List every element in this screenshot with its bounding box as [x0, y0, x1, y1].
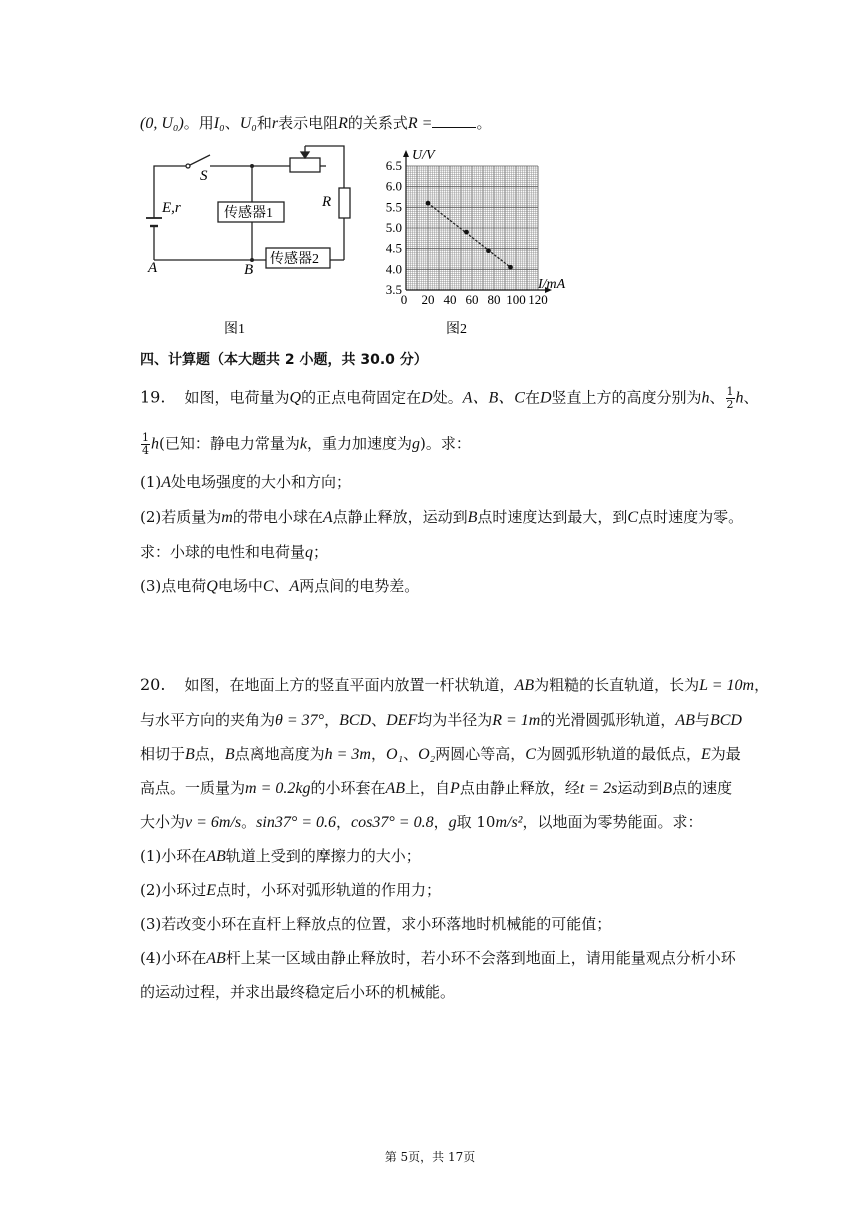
- symbol: g: [411, 435, 420, 453]
- text-segment: 点，: [194, 745, 225, 763]
- text-segment: 、: [224, 114, 240, 132]
- text-segment: ，重力加速度为: [306, 434, 412, 453]
- symbol: C、A: [262, 578, 300, 595]
- text-segment: 。: [241, 813, 257, 831]
- symbol: AB: [514, 677, 535, 694]
- sensor-1-label: 传感器1: [224, 206, 273, 221]
- x-tick-label: 0: [400, 292, 408, 307]
- text-segment: 与水平方向的夹角为: [140, 711, 276, 729]
- text-segment: 如图，电荷量为: [184, 388, 290, 407]
- symbol: C: [627, 509, 639, 526]
- text-segment: 点由静止释放，经: [459, 779, 580, 797]
- symbol-r: r: [271, 115, 279, 132]
- q20-part-1: [140, 845, 421, 868]
- text-segment: 运动到: [617, 779, 663, 797]
- text-segment: 点静止释放，运动到: [332, 508, 468, 526]
- q19-part-2-cont: [140, 541, 328, 564]
- figure-1-caption: 图1: [224, 322, 245, 337]
- y-tick-label: 4.5: [385, 240, 402, 256]
- text-segment: ，: [754, 676, 770, 694]
- symbol: A: [322, 509, 333, 526]
- y-axis-label: U/V: [412, 148, 435, 163]
- y-tick-label: 3.5: [385, 282, 402, 297]
- text-segment: 如图，在地面上方的竖直平面内放置一杆状轨道，: [184, 676, 515, 694]
- text-segment: (1): [140, 473, 162, 491]
- q19-part-1: [140, 471, 351, 494]
- formula: m/s²: [495, 814, 523, 831]
- section-heading: 四、计算题（本大题共 2 小题，共 30.0 分）: [140, 352, 428, 368]
- q20-part-2: [140, 879, 441, 902]
- q20-part-4-cont: 的运动过程，并求出最终稳定后小环的机械能。: [140, 983, 456, 1001]
- symbol: g: [448, 814, 457, 831]
- fraction-half: [726, 386, 735, 411]
- q19-line-2: [140, 432, 471, 457]
- text-segment: ，以地面为零势能面。求：: [522, 813, 703, 831]
- text-segment: 的正点电荷固定在: [301, 388, 422, 407]
- u-i-chart: [376, 140, 586, 340]
- label-battery-Er: E,r: [162, 200, 181, 216]
- text-segment: 电场中: [217, 577, 263, 595]
- point-coordinate: (0, U₀): [140, 115, 184, 132]
- symbol: AB: [385, 780, 406, 797]
- sensor-2-label: 传感器2: [270, 252, 319, 267]
- label-switch-S: S: [200, 168, 208, 184]
- symbol: k: [299, 435, 307, 453]
- text-segment: ，: [433, 813, 449, 831]
- text-segment: 为最: [710, 745, 741, 763]
- data-point: [486, 248, 491, 253]
- text-segment: 轨道上受到的摩擦力的大小；: [225, 847, 421, 865]
- symbol: O₁: [385, 746, 404, 763]
- text-segment: 、: [371, 711, 387, 729]
- text-segment: 表示电阻: [278, 114, 339, 132]
- q19-line-1: [140, 386, 759, 411]
- text-segment: 点时速度达到最大，到: [477, 508, 628, 526]
- symbol: h: [701, 389, 710, 407]
- symbol: B: [662, 780, 673, 797]
- symbol: A: [161, 474, 172, 491]
- text-segment: 。用: [183, 114, 214, 132]
- symbol: E: [206, 882, 217, 899]
- text-segment: 高点。一质量为: [140, 779, 246, 797]
- fraction-denominator: 4: [142, 444, 149, 457]
- fraction-quarter: [141, 432, 150, 457]
- q19-part-2: [140, 506, 743, 529]
- text-segment: (4)小环在: [140, 949, 207, 967]
- y-tick-label: 4.0: [385, 261, 402, 277]
- formula: sin37° = 0.6: [256, 814, 337, 831]
- fraction-denominator: 2: [726, 398, 734, 411]
- text-segment: 的带电小球在: [232, 508, 323, 526]
- formula: R = 1m: [492, 712, 541, 729]
- symbol: h: [735, 389, 744, 407]
- text-segment: 、: [403, 745, 419, 763]
- symbol: C: [525, 746, 536, 763]
- symbol: B: [467, 509, 478, 526]
- question-number: 20.: [140, 675, 166, 694]
- symbol-I0: I₀: [213, 115, 225, 132]
- x-tick-label: 20: [421, 292, 435, 307]
- text-segment: (2)若质量为: [140, 508, 222, 526]
- y-tick-label: 5.5: [385, 199, 402, 215]
- y-tick-label: 6.5: [385, 158, 402, 173]
- text-segment: 相切于: [140, 745, 186, 763]
- q20-line-2: [140, 709, 742, 732]
- symbol: D: [539, 389, 552, 407]
- symbol: A、B、C: [462, 389, 525, 407]
- text-segment: 、: [709, 388, 725, 407]
- x-tick-label: 80: [487, 292, 501, 307]
- text-segment: 点离地高度为: [234, 745, 325, 763]
- text-segment: 处。: [432, 388, 463, 407]
- text-segment: 两点间的电势差。: [299, 577, 420, 595]
- fit-line: [428, 203, 511, 267]
- text-segment: 和: [256, 114, 272, 132]
- text-segment: 的光滑圆弧形轨道，: [540, 711, 676, 729]
- data-point: [508, 265, 513, 270]
- symbol: Q: [206, 578, 218, 595]
- symbol: O₂: [418, 746, 436, 763]
- symbol: BCD: [709, 712, 742, 729]
- text-segment: 的小环套在: [310, 779, 386, 797]
- text-segment: 竖直上方的高度分别为: [551, 388, 702, 407]
- text-segment: ，: [324, 711, 340, 729]
- formula: m = 0.2kg: [245, 780, 311, 797]
- answer-blank: [432, 113, 476, 128]
- y-tick-label: 6.0: [385, 178, 402, 194]
- x-axis-label: I/mA: [538, 277, 566, 292]
- symbol: B: [185, 746, 195, 763]
- symbol-U0: U₀: [239, 115, 257, 132]
- text-segment: 均为半径为: [417, 711, 493, 729]
- q20-part-3: (3)若改变小环在直杆上释放点的位置，求小环落地时机械能的可能值；: [140, 915, 612, 933]
- formula: h = 3m: [324, 746, 371, 763]
- fraction-numerator: 1: [726, 385, 734, 398]
- data-point: [426, 201, 431, 206]
- y-axis-arrow: [403, 150, 409, 157]
- text-segment: 与: [694, 711, 710, 729]
- q20-line-4: [140, 777, 732, 800]
- label-node-A: A: [148, 260, 158, 276]
- formula: L = 10m: [699, 677, 755, 694]
- q20-part-4: [140, 947, 736, 970]
- symbol: P: [450, 780, 460, 797]
- text-segment: 处电场强度的大小和方向；: [171, 473, 352, 491]
- text-segment: 的关系式: [347, 114, 408, 132]
- q19-part-3: [140, 575, 419, 598]
- text-segment: 在: [524, 388, 540, 407]
- text-segment: 为圆弧形轨道的最低点，: [535, 745, 701, 763]
- text-segment: 上，自: [405, 779, 451, 797]
- symbol: q: [305, 544, 314, 561]
- figure-2-caption: 图2: [446, 322, 467, 337]
- text-segment: (3)点电荷: [140, 577, 207, 595]
- q20-line-1: [140, 674, 769, 697]
- text-segment: (1)小环在: [140, 847, 207, 865]
- symbol-R: R: [338, 115, 348, 132]
- text-segment: 取 10: [456, 813, 496, 831]
- symbol: E: [700, 746, 711, 763]
- circuit-diagram: [140, 140, 365, 340]
- text-segment: 点的速度: [672, 779, 733, 797]
- page-footer: 第 5页，共 17页: [384, 1150, 476, 1164]
- q20-line-3: [140, 743, 741, 766]
- text-segment: )。求：: [419, 434, 471, 453]
- symbol: AB: [675, 712, 695, 729]
- text-segment: 为粗糙的长直轨道，长为: [534, 676, 700, 694]
- formula: v = 6m/s: [185, 814, 242, 831]
- text-segment: (已知：静电力常量为: [159, 434, 300, 453]
- symbol: B: [224, 746, 235, 763]
- x-tick-label: 60: [465, 292, 479, 307]
- x-tick-label: 100: [506, 292, 526, 307]
- formula-R: R =: [407, 115, 433, 132]
- symbol: D: [421, 389, 433, 407]
- label-node-B: B: [244, 262, 254, 278]
- label-resistor-R: R: [322, 194, 332, 210]
- symbol: Q: [289, 389, 302, 407]
- text-segment: 点时，小环对弧形轨道的作用力；: [216, 881, 442, 899]
- x-tick-label: 40: [443, 292, 457, 307]
- text-segment: 点时速度为零。: [638, 508, 744, 526]
- text-segment: 杆上某一区域由静止释放时，若小环不会落到地面上，请用能量观点分析小环: [225, 949, 736, 967]
- symbol: AB: [206, 848, 226, 865]
- text-segment: (2)小环过: [140, 881, 207, 899]
- formula: θ = 37°: [275, 712, 325, 729]
- formula: t = 2s: [579, 780, 618, 797]
- text-segment: ，: [370, 745, 386, 763]
- text-segment: 。: [476, 114, 492, 132]
- question-continuation-line: [140, 112, 491, 135]
- q20-line-5: [140, 811, 703, 834]
- text-segment: 求：小球的电性和电荷量: [140, 543, 306, 561]
- symbol: h: [151, 435, 159, 453]
- text-segment: ；: [313, 543, 329, 561]
- x-tick-label: 120: [528, 292, 548, 307]
- data-point: [464, 230, 469, 235]
- symbol: m: [221, 509, 233, 526]
- text-segment: 、: [743, 388, 759, 407]
- formula: cos37° = 0.8: [351, 814, 434, 831]
- text-segment: 两圆心等高，: [435, 745, 526, 763]
- y-tick-label: 5.0: [385, 220, 402, 235]
- text-segment: ，: [336, 813, 352, 831]
- question-number: 19.: [140, 387, 166, 407]
- symbol: DEF: [386, 712, 418, 729]
- symbol: AB: [206, 950, 226, 967]
- symbol: BCD: [339, 712, 372, 729]
- fraction-numerator: 1: [142, 431, 149, 444]
- text-segment: 大小为: [140, 813, 186, 831]
